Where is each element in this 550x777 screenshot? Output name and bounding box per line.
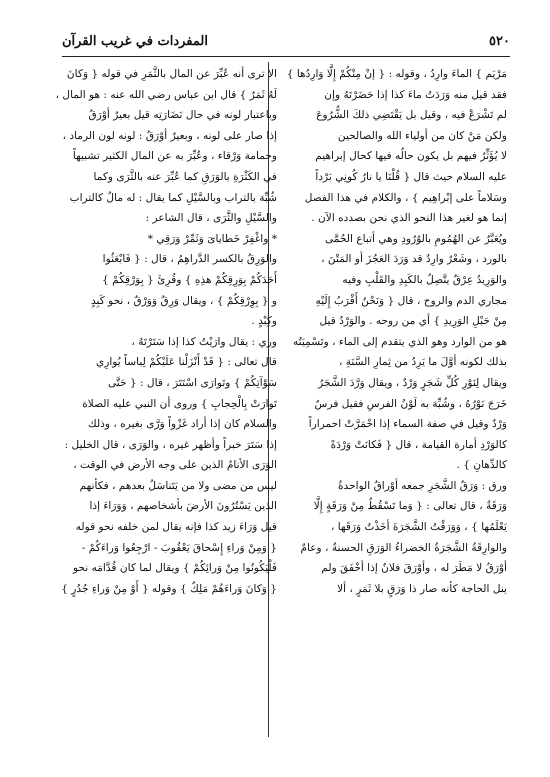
text-line: سَوْآتِكُمْ } وتَوارَى اسْتَتَرَ ، قال : { حَتَّى	[107, 376, 277, 389]
text-line: تَوارَتْ بِالْحِجابِ } وروى أن النبي عليه الصلاة	[82, 397, 277, 410]
text-line: وحمامة وَرْقاء ، وعُبِّرَ به عن المال الكثير تشبيهاً	[72, 150, 277, 163]
text-line: أوْرَقُ لا مَطَرَ له ، وأوْرَقَ فلانٌ إذا أخْفَقَ ولم	[321, 562, 507, 575]
text-line: إنما هو لغير هذا النحو الذي نحن بصدده الآن .	[311, 212, 507, 225]
text-line: في الكَثْرَةِ بالوَرَقِ كما عُبِّرَ عنه بالثَّرَى وكما	[93, 170, 277, 183]
left-column	[52, 64, 277, 737]
text-line: لَهُ ثَمَرٌ } قال ابن عباس رضي الله عنه : هو المال ،	[55, 88, 277, 101]
text-line: أَحَدَكُمْ بِوَرِقِكُمْ هذِهِ } وقُرِئَ { بِوَرْقِكُمْ }	[102, 273, 277, 286]
running-title: المفردات في غريب القرآن	[62, 33, 208, 49]
text-line: هو من الوارد وهو الذي يتقدم إلى الماء ، وتَسْمِيَتُه	[293, 335, 507, 348]
text-line: و { بِوِرْقِكُمْ } ، ويقال وَرِقٌ وَوَرْقٌ ، نحو كَبِدٍ	[90, 294, 277, 307]
text-line: وكِبْدٍ .	[251, 315, 277, 328]
header-rule	[62, 56, 510, 57]
text-line: يَعْلَمُها } ، وَوَرَقْتُ الشَّجَرَةَ أخَذْتُ وَرَقَها ،	[330, 521, 507, 534]
text-line: كالدِّهانِ } .	[456, 459, 507, 472]
text-line: الا ترى أنه عُبِّرَ عن المال بالثَّمَرِ في قوله { وَكانَ	[66, 68, 277, 80]
text-line: قال تعالى : { قَدْ أَنْزَلْنا عَلَيْكُمْ لِباساً يُوارِي	[95, 356, 277, 369]
text-line: وري : يقال وارَيْتُ كذا إذا سَتَرْتَهُ ،	[131, 335, 277, 348]
text-line: والسلام كان إذا أراد غَزْواً وَرَّى بغيره ، وذلك	[88, 418, 277, 431]
text-line: إذا صار على لونه ، وبعيرٌ أوْرَقُ : لونه لون الرماد ،	[62, 129, 277, 142]
text-line: بذلك لكونه أوَّلَ ما يَرِدُ من ثِمارِ السَّنَةِ ،	[338, 356, 507, 369]
text-line: بالورد ، وشَعْرٌ وارِدٌ قد وَرَدَ العَجُزَ أو المَتْنَ ،	[321, 253, 507, 266]
text-line: لا يُؤَثِّرُ فيهم بل يكون حالُه فيها كحال إبراهيم	[315, 150, 507, 163]
text-line: * واغْفِرْ خَطاياىَ وَثَمِّرْ وَرَقِي *	[147, 232, 277, 245]
text-line: والوَرِقُ بالكسر الدَّراهِمُ ، قال : { فَابْعَثُوا	[102, 253, 277, 266]
text-line: والوَرِيدُ عِرْقٌ يتَّصِلُ بالكَبِدِ والقَلْبِ وفيه	[342, 273, 507, 286]
text-line: وسَلاماً على إبْراهِيم } ، والكلام في هذا الفصل	[304, 191, 507, 204]
text-line: إذا سَتَرَ خبراً وأظهر غيره ، والوَرَى ، قال الخليل :	[64, 438, 277, 451]
text-line: الذين يَسْتُرُونَ الأرضَ بأشخاصهم ، وَوَرَاءَ إذا	[89, 500, 277, 513]
text-line: { وَكانَ وَراءَهُمْ مَلِكٌ } وقوله { أَوْ مِنْ وَراءِ جُدُرٍ }	[61, 582, 277, 595]
page-number: ٥٢٠	[489, 33, 510, 49]
text-line: شُبِّهَ بالتراب وبالسَّيْلِ كما يقال : له مالٌ كالتراب	[69, 191, 277, 204]
text-line: والسَّيْلِ والثَّرَى ، قال الشاعر :	[145, 212, 277, 225]
text-line: ليس من مضى ولا من يَتَناسَلُ بعدهم ، فكأنهم	[79, 479, 277, 492]
text-line: قيل وَرَاءَ زيد كذا فإنه يقال لمن خلفه نحو قوله	[75, 521, 277, 534]
text-line: لم تَشْرَعْ فيه ، وقيل بل يَقْتَضِي ذلكَ الشُّرُوعَ	[316, 109, 507, 122]
text-line: وباعتبار لونه في حال نَضَارَتِه قيل بعيرٌ أوْرَقُ	[88, 109, 277, 122]
text-line: وَرْدٌ وقيل في صفة السماء إذا احْمَرَّتْ احمراراً	[308, 418, 507, 431]
text-line: ويُعَبَّرُ عن الهُمُومِ بالوُرُودِ وهي أتباع الحُمَّى	[325, 232, 507, 245]
right-column	[282, 64, 507, 737]
text-line: وَرَقَةٌ ، قال تعالى : { وَما تَسْقُطُ مِنْ وَرَقَةٍ إِلَّا	[313, 500, 507, 513]
text-line: مِنْ حَبْلِ الوَرِيدِ } أي من روحه . والوَرْدُ قيل	[319, 315, 507, 328]
text-line: عليه السلام حيث قال { قُلْنَا يا نارُ كُونِي بَرْداً	[315, 170, 507, 183]
text-line: { وَمِنْ وَراءِ إِسْحاقَ يَعْقُوبَ - ارْجِعُوا وَراءَكُمْ -	[81, 541, 277, 554]
text-line: والوارِقَةُ الشَّجَرَةُ الخضراءُ الوَرَقِ الحسنةُ ، وعامٌ	[300, 541, 507, 554]
text-line: ويقال لِنَوْرِ كُلِّ شَجَرٍ وَرْدٌ ، ويقال وَرَّدَ الشَّجَرُ	[318, 376, 507, 389]
page-header	[62, 30, 510, 52]
text-line: كالوَرْدِ أمارة القيامة ، قال { فَكانَتْ وَرْدَةً	[330, 438, 507, 451]
text-line: خَرَجَ نَوْرُهُ ، وشُبِّهَ به لَوْنُ الفرسِ فقيل فرسٌ	[314, 397, 507, 410]
text-line: مَرْيَم } الماءَ وارِدُ ، وقوله : { إنْ مِنْكُمْ إِلَّا وَارِدُها }	[286, 68, 507, 80]
text-line: ورق : وَرَقُ الشَّجَرِ جمعه أوْراقٌ الواحدةُ	[337, 479, 507, 492]
text-line: ينل الحاجة كأنه صار ذا وَرَقٍ بلا ثَمَرٍ ، ألا	[337, 582, 507, 595]
text-line: فقد قيل منه وَرَدَتُ ماءَ كذا إذا حَضَرْتَهُ وإن	[324, 88, 507, 101]
text-line: الوَرَى الأنامُ الذين على وجه الأرض في الوقت ،	[73, 459, 277, 472]
text-line: ولكن مَنْ كان من أولياء الله والصالحين	[337, 129, 507, 142]
text-line: فَلْيَكُونُوا مِنْ وَرائِكُمْ } ويقال لما كان قُدَّامَه نحو	[72, 562, 277, 575]
text-line: مجاري الدم والروح ، قال { وَنَحْنُ أَقْرَبُ إِلَيْهِ	[315, 294, 507, 307]
